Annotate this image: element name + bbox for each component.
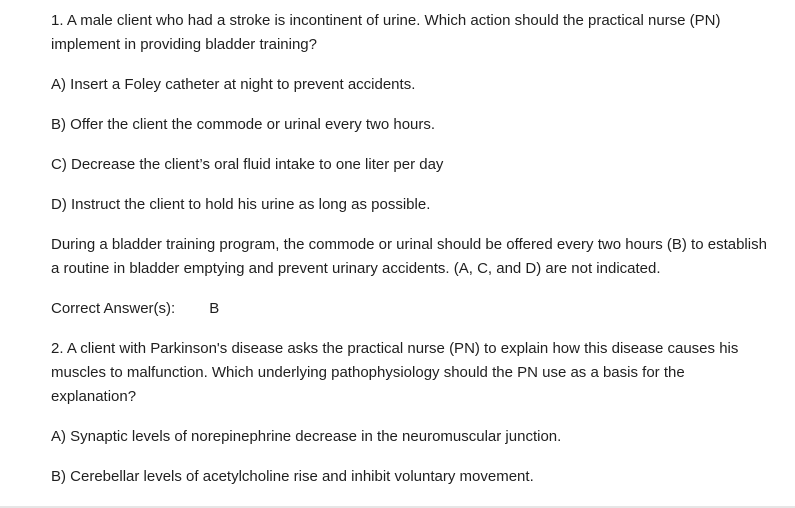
question-1-stem: 1. A male client who had a stroke is incontinent of urine. Which action should the practical nurse (PN) implement in providing bladder training?	[51, 12, 721, 53]
question-2-option-a: A) Synaptic levels of norepinephrine decrease in the neuromuscular junction.	[51, 428, 562, 445]
question-1-option-c: C) Decrease the client’s oral fluid intake to one liter per day	[51, 156, 444, 173]
question-1-option-a: A) Insert a Foley catheter at night to prevent accidents.	[51, 76, 416, 93]
question-1-correct-answer	[51, 297, 771, 321]
question-1-option-b: B) Offer the client the commode or urinal every two hours.	[51, 116, 436, 133]
question-1-rationale: During a bladder training program, the commode or urinal should be offered every two hours (B) to establish a routine in bladder emptying and prevent urinary accidents. (A, C, and D) are not indicated.	[51, 236, 767, 277]
question-1-option-d: D) Instruct the client to hold his urine as long as possible.	[51, 196, 431, 213]
question-2-stem: 2. A client with Parkinson's disease asks the practical nurse (PN) to explain how this disease causes his muscles to malfunction. Which underlying pathophysiology should the PN use as a basis for the explanation?	[51, 340, 739, 405]
question-2-option-b: B) Cerebellar levels of acetylcholine rise and inhibit voluntary movement.	[51, 468, 534, 485]
document-content	[51, 9, 771, 505]
correct-answer-value: B	[209, 300, 220, 317]
correct-answer-label: Correct Answer(s):	[51, 300, 176, 317]
